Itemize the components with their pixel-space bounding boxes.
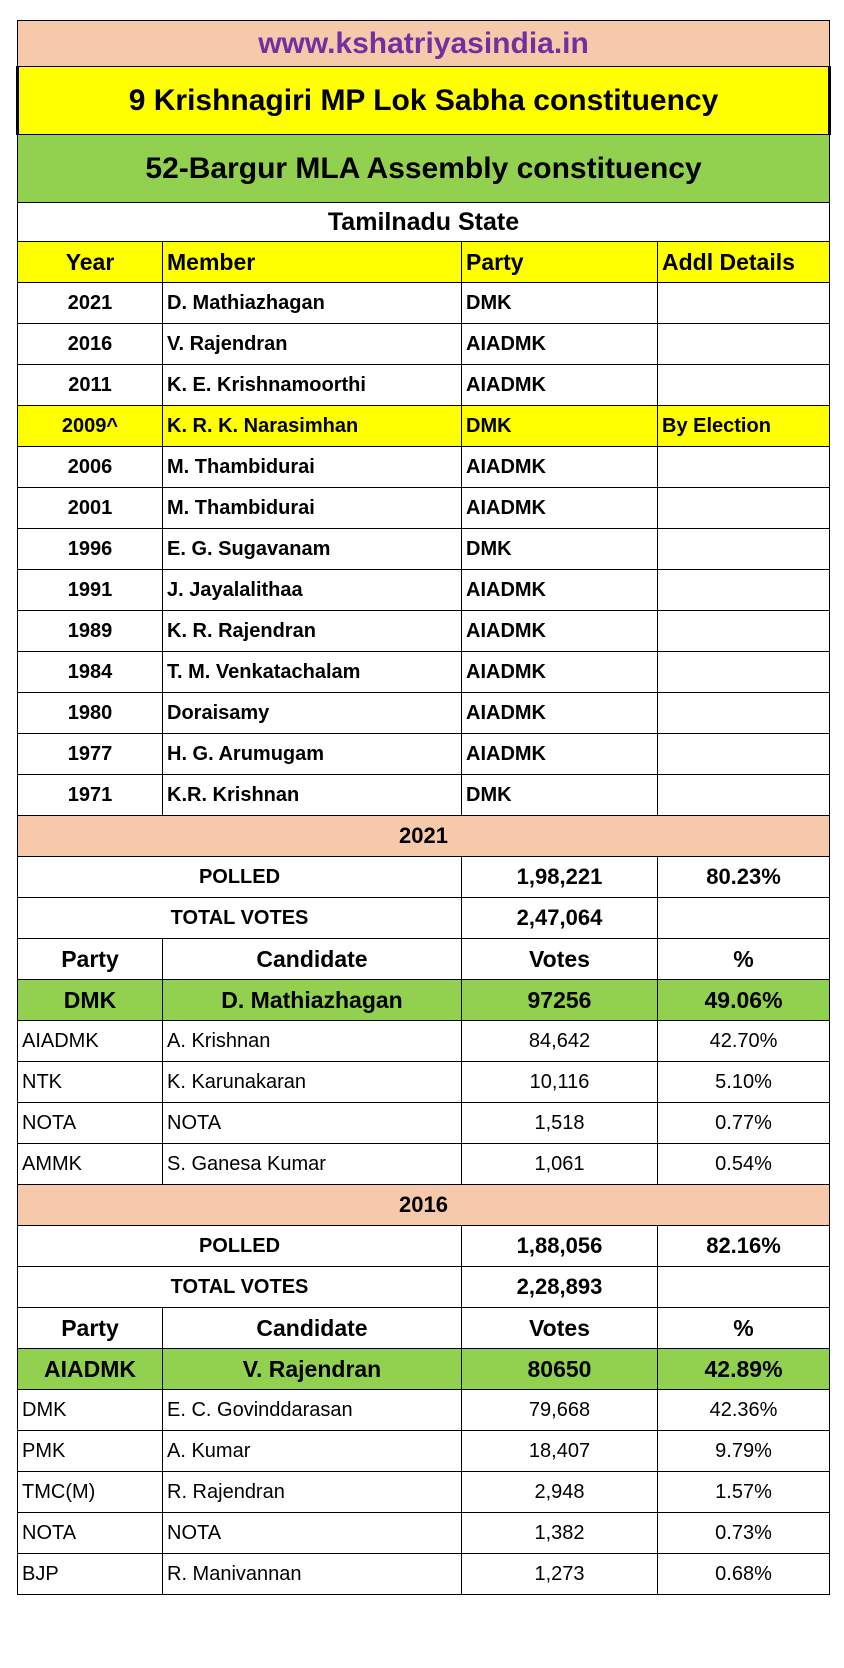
candidate-row	[18, 1103, 830, 1144]
member-year: 2006	[18, 447, 163, 488]
constituency-table	[16, 20, 831, 1595]
member-name: K. E. Krishnamoorthi	[163, 365, 462, 406]
member-details	[658, 488, 830, 529]
candidate-votes: 10,116	[462, 1062, 658, 1103]
member-name: D. Mathiazhagan	[163, 283, 462, 324]
winner-party: DMK	[18, 980, 163, 1021]
candidate-percent: 42.36%	[658, 1390, 830, 1431]
header-party: Party	[462, 242, 658, 283]
member-row	[18, 283, 830, 324]
total-votes-label: TOTAL VOTES	[18, 898, 462, 939]
member-party: AIADMK	[462, 693, 658, 734]
member-year: 2001	[18, 488, 163, 529]
candidate-votes: 84,642	[462, 1021, 658, 1062]
winner-votes: 80650	[462, 1349, 658, 1390]
polled-percent: 80.23%	[658, 857, 830, 898]
member-name: K. R. K. Narasimhan	[163, 406, 462, 447]
member-name: K. R. Rajendran	[163, 611, 462, 652]
member-party: AIADMK	[462, 324, 658, 365]
election-year-row	[18, 1185, 830, 1226]
polled-label: POLLED	[18, 1226, 462, 1267]
header-details: Addl Details	[658, 242, 830, 283]
member-row	[18, 570, 830, 611]
member-row	[18, 324, 830, 365]
members-header-row	[18, 242, 830, 283]
member-party: AIADMK	[462, 488, 658, 529]
candidate-name: NOTA	[163, 1103, 462, 1144]
member-year: 2021	[18, 283, 163, 324]
member-row	[18, 406, 830, 447]
member-details	[658, 611, 830, 652]
candidate-votes: 79,668	[462, 1390, 658, 1431]
winner-percent: 42.89%	[658, 1349, 830, 1390]
member-details	[658, 570, 830, 611]
member-name: V. Rajendran	[163, 324, 462, 365]
header-year: Year	[18, 242, 163, 283]
candidate-party: AIADMK	[18, 1021, 163, 1062]
member-year: 1989	[18, 611, 163, 652]
state-title: Tamilnadu State	[18, 203, 830, 242]
candidate-percent: 42.70%	[658, 1021, 830, 1062]
candidate-row	[18, 1472, 830, 1513]
total-votes-row	[18, 1267, 830, 1308]
member-party: DMK	[462, 283, 658, 324]
member-year: 1971	[18, 775, 163, 816]
candidate-percent: 1.57%	[658, 1472, 830, 1513]
polled-row	[18, 857, 830, 898]
member-party: AIADMK	[462, 447, 658, 488]
member-details	[658, 447, 830, 488]
member-year: 1980	[18, 693, 163, 734]
member-party: AIADMK	[462, 365, 658, 406]
member-details	[658, 693, 830, 734]
candidate-party: BJP	[18, 1554, 163, 1595]
winner-votes: 97256	[462, 980, 658, 1021]
total-votes-label: TOTAL VOTES	[18, 1267, 462, 1308]
member-party: AIADMK	[462, 570, 658, 611]
polled-percent: 82.16%	[658, 1226, 830, 1267]
winner-candidate: D. Mathiazhagan	[163, 980, 462, 1021]
candidate-row	[18, 1144, 830, 1185]
mp-constituency-title: 9 Krishnagiri MP Lok Sabha constituency	[18, 67, 830, 135]
member-row	[18, 693, 830, 734]
election-year: 2021	[18, 816, 830, 857]
total-votes-blank	[658, 898, 830, 939]
member-year: 2016	[18, 324, 163, 365]
member-row	[18, 529, 830, 570]
candidate-name: R. Manivannan	[163, 1554, 462, 1595]
polled-label: POLLED	[18, 857, 462, 898]
total-votes-blank	[658, 1267, 830, 1308]
member-year: 1984	[18, 652, 163, 693]
member-party: AIADMK	[462, 611, 658, 652]
result-header-party: Party	[18, 1308, 163, 1349]
header-member: Member	[163, 242, 462, 283]
polled-row	[18, 1226, 830, 1267]
member-row	[18, 652, 830, 693]
member-name: H. G. Arumugam	[163, 734, 462, 775]
member-details	[658, 365, 830, 406]
candidate-name: A. Krishnan	[163, 1021, 462, 1062]
candidate-party: AMMK	[18, 1144, 163, 1185]
candidate-party: PMK	[18, 1431, 163, 1472]
candidate-row	[18, 1390, 830, 1431]
member-year: 1977	[18, 734, 163, 775]
candidate-votes: 2,948	[462, 1472, 658, 1513]
member-party: DMK	[462, 529, 658, 570]
result-header-party: Party	[18, 939, 163, 980]
member-details: By Election	[658, 406, 830, 447]
member-party: DMK	[462, 775, 658, 816]
candidate-name: E. C. Govinddarasan	[163, 1390, 462, 1431]
candidate-percent: 0.68%	[658, 1554, 830, 1595]
result-header-candidate: Candidate	[163, 1308, 462, 1349]
winner-candidate: V. Rajendran	[163, 1349, 462, 1390]
total-votes-value: 2,47,064	[462, 898, 658, 939]
result-header-percent: %	[658, 1308, 830, 1349]
member-details	[658, 283, 830, 324]
member-name: Doraisamy	[163, 693, 462, 734]
winner-percent: 49.06%	[658, 980, 830, 1021]
candidate-votes: 1,518	[462, 1103, 658, 1144]
member-row	[18, 365, 830, 406]
candidate-party: DMK	[18, 1390, 163, 1431]
member-row	[18, 488, 830, 529]
total-votes-value: 2,28,893	[462, 1267, 658, 1308]
result-header-candidate: Candidate	[163, 939, 462, 980]
polled-value: 1,98,221	[462, 857, 658, 898]
member-year: 1996	[18, 529, 163, 570]
result-header-percent: %	[658, 939, 830, 980]
candidate-name: S. Ganesa Kumar	[163, 1144, 462, 1185]
member-party: AIADMK	[462, 734, 658, 775]
candidate-row	[18, 1062, 830, 1103]
mla-constituency-title: 52-Bargur MLA Assembly constituency	[18, 135, 830, 203]
member-year: 2009^	[18, 406, 163, 447]
total-votes-row	[18, 898, 830, 939]
member-row	[18, 611, 830, 652]
winner-row	[18, 1349, 830, 1390]
result-header-row	[18, 1308, 830, 1349]
member-row	[18, 775, 830, 816]
candidate-name: NOTA	[163, 1513, 462, 1554]
member-details	[658, 775, 830, 816]
member-name: M. Thambidurai	[163, 447, 462, 488]
candidate-name: R. Rajendran	[163, 1472, 462, 1513]
candidate-name: A. Kumar	[163, 1431, 462, 1472]
member-year: 2011	[18, 365, 163, 406]
member-details	[658, 529, 830, 570]
member-details	[658, 734, 830, 775]
candidate-party: TMC(M)	[18, 1472, 163, 1513]
member-name: M. Thambidurai	[163, 488, 462, 529]
candidate-name: K. Karunakaran	[163, 1062, 462, 1103]
candidate-row	[18, 1554, 830, 1595]
candidate-percent: 0.77%	[658, 1103, 830, 1144]
member-row	[18, 447, 830, 488]
result-header-votes: Votes	[462, 939, 658, 980]
candidate-row	[18, 1021, 830, 1062]
member-details	[658, 324, 830, 365]
candidate-percent: 5.10%	[658, 1062, 830, 1103]
member-row	[18, 734, 830, 775]
candidate-percent: 0.73%	[658, 1513, 830, 1554]
member-year: 1991	[18, 570, 163, 611]
member-name: J. Jayalalithaa	[163, 570, 462, 611]
election-sheet	[16, 20, 828, 1595]
candidate-party: NTK	[18, 1062, 163, 1103]
site-url[interactable]: www.kshatriyasindia.in	[18, 21, 830, 67]
member-party: AIADMK	[462, 652, 658, 693]
candidate-row	[18, 1513, 830, 1554]
winner-row	[18, 980, 830, 1021]
member-details	[658, 652, 830, 693]
member-party: DMK	[462, 406, 658, 447]
polled-value: 1,88,056	[462, 1226, 658, 1267]
winner-party: AIADMK	[18, 1349, 163, 1390]
member-name: K.R. Krishnan	[163, 775, 462, 816]
candidate-votes: 18,407	[462, 1431, 658, 1472]
candidate-votes: 1,273	[462, 1554, 658, 1595]
candidate-row	[18, 1431, 830, 1472]
election-year-row	[18, 816, 830, 857]
candidate-votes: 1,382	[462, 1513, 658, 1554]
member-name: E. G. Sugavanam	[163, 529, 462, 570]
candidate-percent: 9.79%	[658, 1431, 830, 1472]
result-header-row	[18, 939, 830, 980]
election-year: 2016	[18, 1185, 830, 1226]
candidate-party: NOTA	[18, 1103, 163, 1144]
candidate-percent: 0.54%	[658, 1144, 830, 1185]
candidate-votes: 1,061	[462, 1144, 658, 1185]
result-header-votes: Votes	[462, 1308, 658, 1349]
member-name: T. M. Venkatachalam	[163, 652, 462, 693]
candidate-party: NOTA	[18, 1513, 163, 1554]
